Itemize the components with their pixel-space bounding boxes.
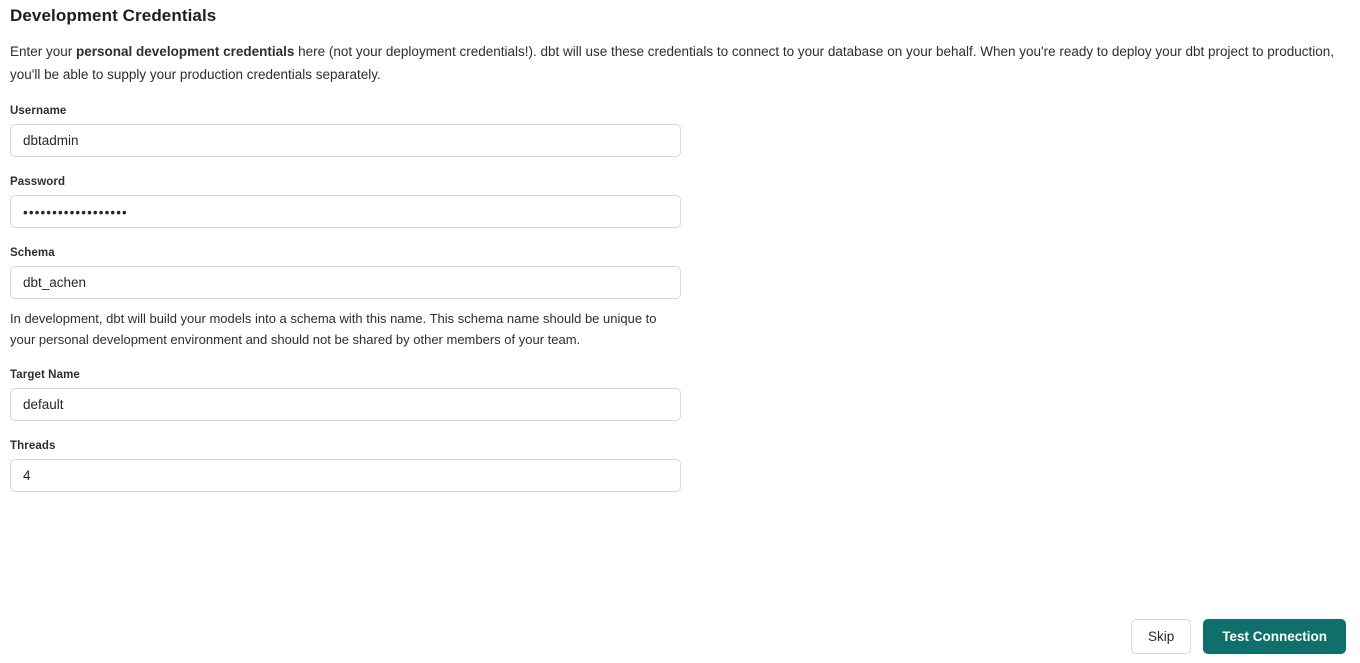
threads-field-block	[10, 421, 1350, 492]
form-actions	[1131, 619, 1346, 654]
threads-label: Threads	[10, 440, 56, 452]
target-name-input[interactable]	[10, 388, 681, 421]
password-label: Password	[10, 176, 66, 188]
page-title: Development Credentials	[10, 6, 217, 25]
target-name-field-block	[10, 350, 1350, 421]
test-connection-button[interactable]: Test Connection	[1203, 619, 1346, 654]
target-name-label: Target Name	[10, 369, 80, 381]
schema-label: Schema	[10, 247, 55, 259]
schema-input[interactable]	[10, 266, 681, 299]
intro-paragraph	[10, 26, 1350, 86]
threads-input[interactable]	[10, 459, 681, 492]
username-input[interactable]	[10, 124, 681, 157]
intro-text-part-1: Enter your	[10, 44, 77, 59]
intro-text-part-2: here (not your deployment credentials!). dbt will use these credentials to connect to your database on your behalf. When you're ready to deploy your dbt project to production, you'll be able to supply your production credentials separately.	[10, 44, 1335, 82]
intro-text-emphasis: personal development credentials	[76, 44, 295, 59]
skip-button[interactable]: Skip	[1131, 619, 1191, 654]
username-field-block	[10, 86, 1350, 157]
schema-helper-text: In development, dbt will build your models into a schema with this name. This schema name should be unique to your personal development environment and should not be shared by other members of your team.	[10, 311, 657, 347]
schema-field-block	[10, 228, 1350, 350]
password-field-block	[10, 157, 1350, 228]
password-input[interactable]: ••••••••••••••••••	[10, 195, 681, 228]
username-label: Username	[10, 105, 67, 117]
